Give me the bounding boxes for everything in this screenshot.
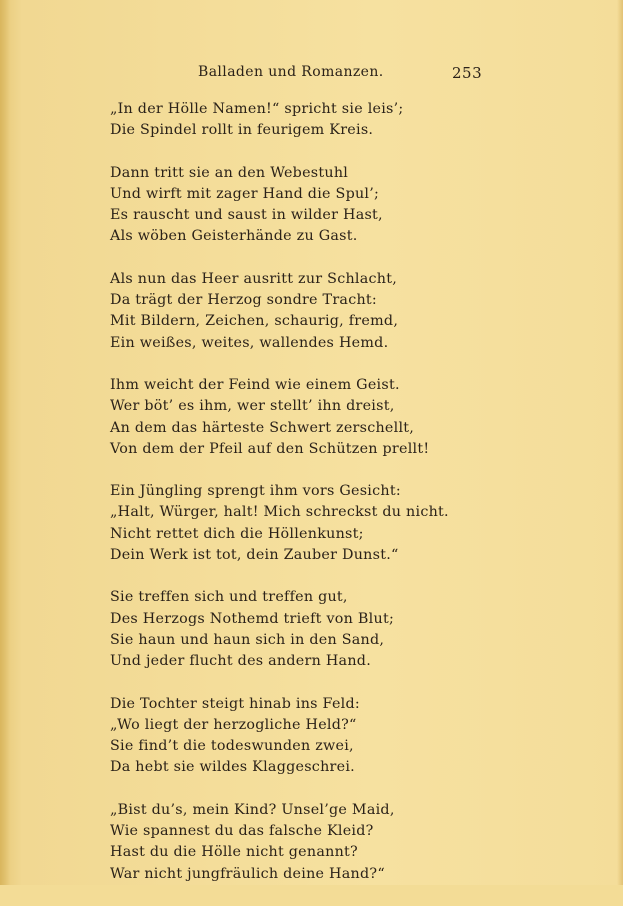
stanza [110, 99, 580, 142]
verse-line: „Wo liegt der herzogliche Held?“ [110, 716, 357, 733]
verse-line: War nicht jungfräulich deine Hand?“ [110, 865, 385, 882]
poem-body [110, 99, 580, 906]
verse-line: Hast du die Hölle nicht genannt? [110, 844, 358, 861]
verse-line: „Halt, Würger, halt! Mich schreckst du nicht. [110, 504, 449, 521]
verse-line: Dein Werk ist tot, dein Zauber Dunst.“ [110, 547, 399, 564]
page-gutter-shadow [0, 0, 10, 885]
verse-line: Als wöben Geisterhände zu Gast. [110, 228, 358, 245]
verse-line: Wer böt’ es ihm, wer stellt’ ihn dreist, [110, 398, 395, 415]
verse-line: Sie haun und haun sich in den Sand, [110, 631, 385, 648]
verse-line: „In der Hölle Namen!“ spricht sie leis’; [110, 101, 404, 117]
verse-line: „Bist du’s, mein Kind? Unsel’ge Maid, [110, 801, 395, 818]
stanza [110, 587, 580, 672]
verse-line: Ein weißes, weites, wallendes Hemd. [110, 334, 389, 351]
stanza [110, 375, 580, 460]
verse-line: Als nun das Heer ausritt zur Schlacht, [110, 270, 398, 287]
verse-line: Dann tritt sie an den Webestuhl [110, 164, 349, 181]
stanza [110, 163, 580, 248]
verse-line: Die Spindel rollt in feurigem Kreis. [110, 122, 374, 139]
verse-line: Nicht rettet dich die Höllenkunst; [110, 525, 364, 542]
verse-line: Die Tochter steigt hinab ins Feld: [110, 695, 360, 712]
verse-line: Sie treffen sich und treffen gut, [110, 589, 348, 606]
verse-line: An dem das härteste Schwert zerschellt, [110, 419, 415, 436]
page-edge-shadow [617, 0, 623, 885]
verse-line: Und jeder flucht des andern Hand. [110, 653, 371, 670]
verse-line: Es rauscht und saust in wilder Hast, [110, 207, 383, 224]
verse-line: Wie spannest du das falsche Kleid? [110, 823, 374, 840]
verse-line: Ihm weicht der Feind wie einem Geist. [110, 376, 400, 393]
verse-line: Ein Jüngling sprengt ihm vors Gesicht: [110, 483, 401, 500]
stanza [110, 269, 580, 354]
verse-line: Mit Bildern, Zeichen, schaurig, fremd, [110, 313, 399, 330]
stanza [110, 481, 580, 566]
verse-line: Da hebt sie wildes Klaggeschrei. [110, 759, 355, 776]
stanza [110, 694, 580, 779]
running-head [0, 64, 623, 86]
verse-line: Von dem der Pfeil auf den Schützen prellt! [110, 440, 430, 457]
stanza [110, 800, 580, 885]
verse-line: Sie find’t die todeswunden zwei, [110, 738, 354, 755]
verse-line: Des Herzogs Nothemd trieft von Blut; [110, 610, 395, 627]
running-title: Balladen und Romanzen. [198, 64, 384, 80]
page-number: 253 [452, 64, 483, 82]
verse-line: Da trägt der Herzog sondre Tracht: [110, 292, 377, 309]
verse-line: Und wirft mit zager Hand die Spul’; [110, 185, 380, 202]
